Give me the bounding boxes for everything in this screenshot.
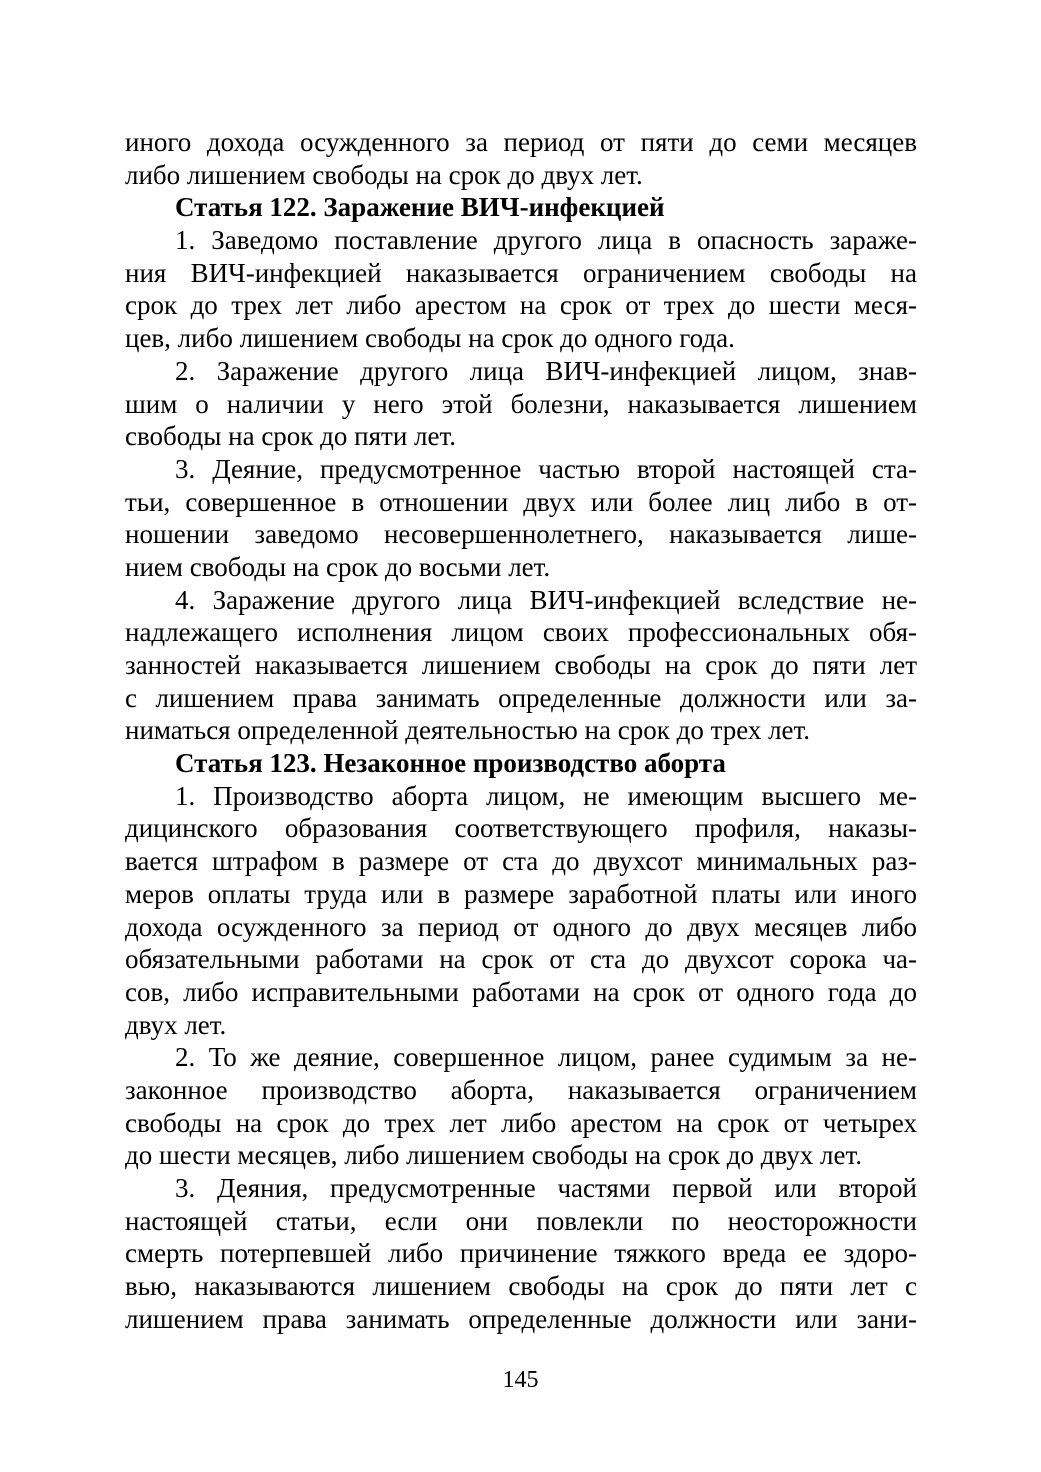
paragraph-start: 4. Заражение другого лица ВИЧ-инфекцией вследствие не- (175, 584, 917, 615)
page-number: 145 (502, 1367, 539, 1393)
text-line: либо лишением свободы на срок до двух лет. (125, 159, 643, 190)
text-line: иного дохода осужденного за период от пяти до семи месяцев (125, 127, 917, 157)
text-line: нием свободы на срок до восьми лет. (125, 551, 551, 582)
text-line: свободы на срок до пяти лет. (125, 421, 457, 452)
text-line: дохода осужденного за период от одного до двух месяцев либо (125, 911, 917, 942)
document-body (125, 126, 917, 1335)
text-line: лишением права занимать определенные должности или зани- (125, 1303, 917, 1334)
paragraph-start: 1. Производство аборта лицом, не имеющим высшего ме- (175, 780, 917, 811)
paragraph-start: 3. Деяния, предусмотренные частями первой или второй (175, 1173, 917, 1203)
article-123-heading: Статья 123. Незаконное производство аборта (175, 748, 726, 779)
text-line: свободы на срок до трех лет либо арестом на срок от четырех (125, 1107, 917, 1138)
paragraph-start: 3. Деяние, предусмотренное частью второй настоящей ста- (175, 453, 917, 484)
text-line: цев, либо лишением свободы на срок до одного года. (125, 323, 735, 354)
paragraph-start: 2. Заражение другого лица ВИЧ-инфекцией лицом, знав- (175, 355, 917, 386)
text-line: вью, наказываются лишением свободы на срок до пяти лет с (125, 1271, 917, 1302)
text-line: ния ВИЧ-инфекцией наказывается ограничением свободы на (125, 257, 917, 288)
text-line: настоящей статьи, если они повлекли по неосторожности (125, 1205, 917, 1236)
text-line: смерть потерпевшей либо причинение тяжкого вреда ее здоро- (125, 1238, 917, 1269)
text-line: тьи, совершенное в отношении двух или более лиц либо в от- (125, 486, 917, 517)
text-line: ношении заведомо несовершеннолетнего, наказывается лише- (125, 519, 917, 550)
text-line: шим о наличии у него этой болезни, наказывается лишением (125, 388, 917, 419)
text-line: сов, либо исправительными работами на срок от одного года до (125, 976, 917, 1007)
text-line: меров оплаты труда или в размере заработной платы или иного (125, 878, 917, 909)
text-line: с лишением права занимать определенные должности или за- (125, 682, 917, 713)
text-line: занностей наказывается лишением свободы на срок до пяти лет (125, 650, 917, 680)
text-line: законное производство аборта, наказывается ограничением (125, 1074, 917, 1105)
text-line: срок до трех лет либо арестом на срок от трех до шести меся- (125, 290, 917, 321)
text-line: дицинского образования соответствующего профиля, наказы- (125, 813, 917, 844)
text-line: ниматься определенной деятельностью на срок до трех лет. (125, 715, 811, 746)
text-line: двух лет. (125, 1009, 227, 1040)
paragraph-start: 1. Заведомо поставление другого лица в опасность зараже- (175, 225, 917, 256)
text-line: обязательными работами на срок от ста до двухсот сорока ча- (125, 944, 917, 975)
text-line: до шести месяцев, либо лишением свободы на срок до двух лет. (125, 1140, 863, 1171)
text-line: вается штрафом в размере от ста до двухсот минимальных раз- (125, 846, 917, 877)
article-122-heading: Статья 122. Заражение ВИЧ-инфекцией (175, 192, 665, 223)
paragraph-start: 2. То же деяние, совершенное лицом, ранее судимым за не- (175, 1042, 917, 1073)
text-line: надлежащего исполнения лицом своих профессиональных обя- (125, 617, 917, 648)
